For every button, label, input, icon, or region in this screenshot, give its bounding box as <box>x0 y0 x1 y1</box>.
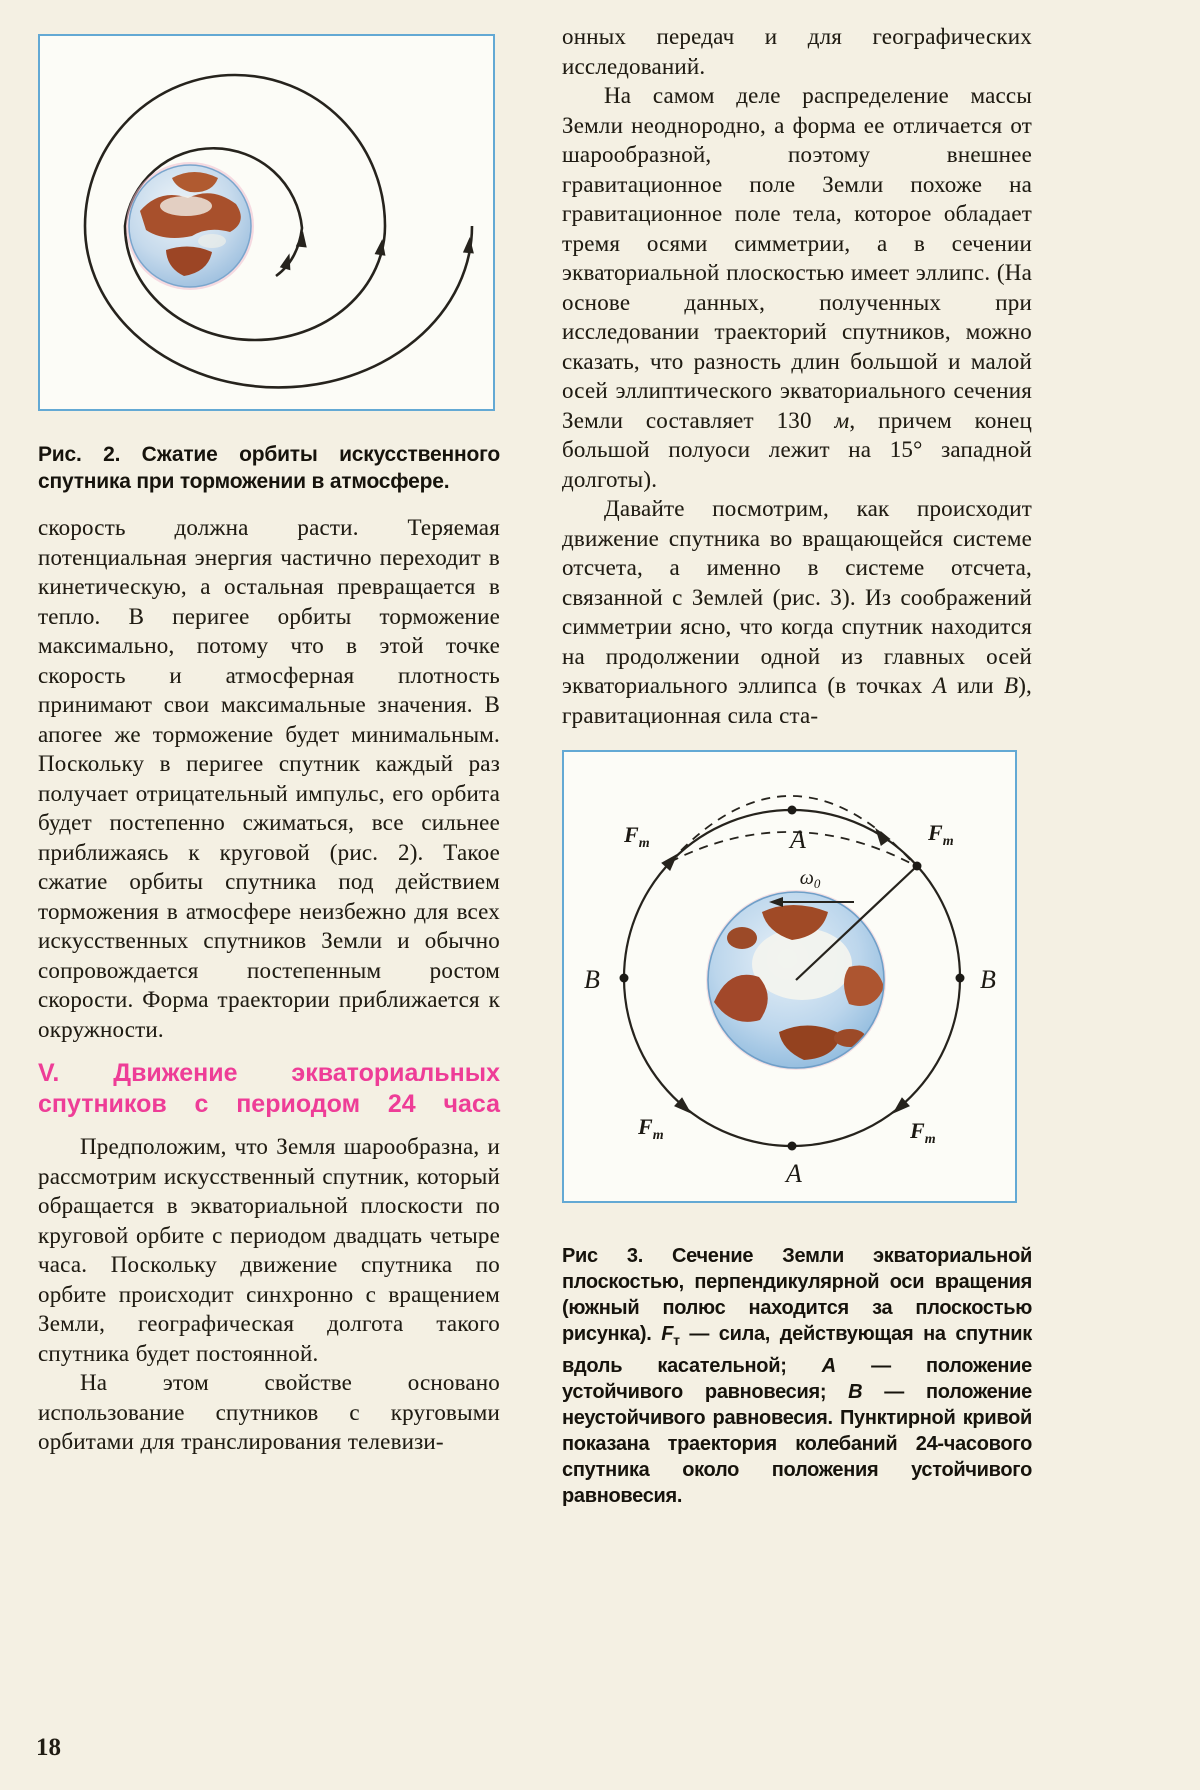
figure-2-drawing <box>40 36 492 408</box>
text-run: , причем конец большой полуоси лежит на 15° западной долготы). <box>562 407 1032 492</box>
point-b-right-label: B <box>980 965 996 994</box>
point-b-right-dot <box>956 974 965 983</box>
point-a-bottom-dot <box>788 1142 797 1151</box>
text-run: На самом деле распределение массы Земли неоднородно, а форма ее отличается от шарообразной, поэтому внешнее гравитационное поле Земли похоже на гравитационное поле тела, которое обладает тремя осями симметрии, а в сечении экваториальной плоскостью имеет эллипс. (На основе данных, полученных при исследовании траекторий спутников, можно сказать, что разность длин большой и малой осей эллиптического экваториального сечения Земли составляет 130 <box>562 83 1032 433</box>
caption-text: — положение неустойчивого равновесия. Пунктирной кривой показана траектория колебаний 24-часового спутника около положения устойчивого равновесия. <box>562 1381 1032 1507</box>
point-b-left-dot <box>620 974 629 983</box>
point-a-ref: A <box>932 673 947 698</box>
caption-text: — сила, действующая на спутник вдоль касательной; <box>562 1323 1033 1377</box>
paragraph-continuation: скорость должна расти. Теряемая потенциальная энергия частично переходит в кинетическую, а остальная превращается в тепло. В перигее орбиты торможение максимально, потому что в этой точке скорость и атмосферная плотность принимают свои максимальные значения. В апогее же торможение будет минимальным. Поскольку в перигее спутник каждый раз получает отрицательный импульс, его орбита будет постепенно сжиматься, все сильнее приближаясь к круговой (рис. 2). Такое сжатие орбиты спутника под действием торможения в атмосфере неизбежно для всех искусственных спутников Земли и обычно сопровождается постепенным ростом скорости. Форма траектории приближается к окружности. <box>38 515 500 1042</box>
text-run: ), гравитационная сила ста- <box>562 673 1032 728</box>
force-label-lower-right: $F_т$ <box>910 1118 936 1147</box>
unit-meters: м <box>834 407 850 433</box>
right-column <box>562 22 1032 1509</box>
point-a-symbol: A <box>821 1355 836 1377</box>
figure-3-drawing <box>564 752 1014 1200</box>
force-symbol: F <box>661 1323 674 1345</box>
figure-2 <box>38 34 495 411</box>
figure-2-caption: Рис. 2. Сжатие орбиты искусственного спутника при торможении в атмосфере. <box>38 443 500 493</box>
text-run: или <box>946 673 1004 698</box>
paragraph: Предположим, что Земля шарообразна, и рассмотрим искусственный спутник, который обращается в экваториальной плоскости по круговой орбите с периодом двадцать четыре часа. Поскольку движение спутника по орбите происходит синхронно с вращением Земли, географическая долгота такого спутника будет постоянной. <box>38 1134 500 1366</box>
caption-text: — положение устойчивого равновесия; <box>562 1355 1033 1403</box>
paragraph: На этом свойстве основано использование спутников с круговыми орбитами для транслирования телевизи- <box>38 1370 500 1454</box>
paragraph <box>562 494 1032 730</box>
paragraph-continuation: онных передач и для географических исследований. <box>562 24 1032 79</box>
figure-3 <box>562 750 1017 1203</box>
satellite-dot <box>913 862 922 871</box>
force-label-upper-right: $F_т$ <box>928 820 954 849</box>
point-b-symbol: B <box>848 1381 863 1403</box>
point-b-left-label: B <box>584 965 600 994</box>
force-symbol-subscript: т <box>673 1332 680 1348</box>
page-number: 18 <box>36 1734 61 1761</box>
paragraph <box>562 81 1032 494</box>
left-column <box>38 34 500 1457</box>
point-a-top-label: A <box>790 825 806 854</box>
point-b-ref: B <box>1003 673 1019 698</box>
caption-text: Рис 3. Сечение Земли экваториальной плоскостью, перпендикулярной оси вращения (южный полюс находится за плоскостью рисунка). <box>562 1245 1032 1345</box>
figure-3-caption <box>562 1243 1032 1509</box>
force-label-lower-left: $F_т$ <box>638 1114 664 1143</box>
force-label-upper-left: $F_т$ <box>624 822 650 851</box>
point-a-top-dot <box>788 806 797 815</box>
text-run: Давайте посмотрим, как происходит движение спутника во вращающейся системе отсчета, а именно в системе отсчета, связанной с Землей (рис. 3). Из соображений симметрии ясно, что когда спутник находится на продолжении одной из главных осей экваториального эллипса (в точках <box>562 496 1032 698</box>
omega-label: $\omega_0$ <box>799 867 821 891</box>
section-heading: V. Движение экваториальных спутников с периодом 24 часа <box>38 1059 500 1118</box>
earth-image <box>126 162 254 290</box>
point-a-bottom-label: A <box>786 1159 802 1188</box>
